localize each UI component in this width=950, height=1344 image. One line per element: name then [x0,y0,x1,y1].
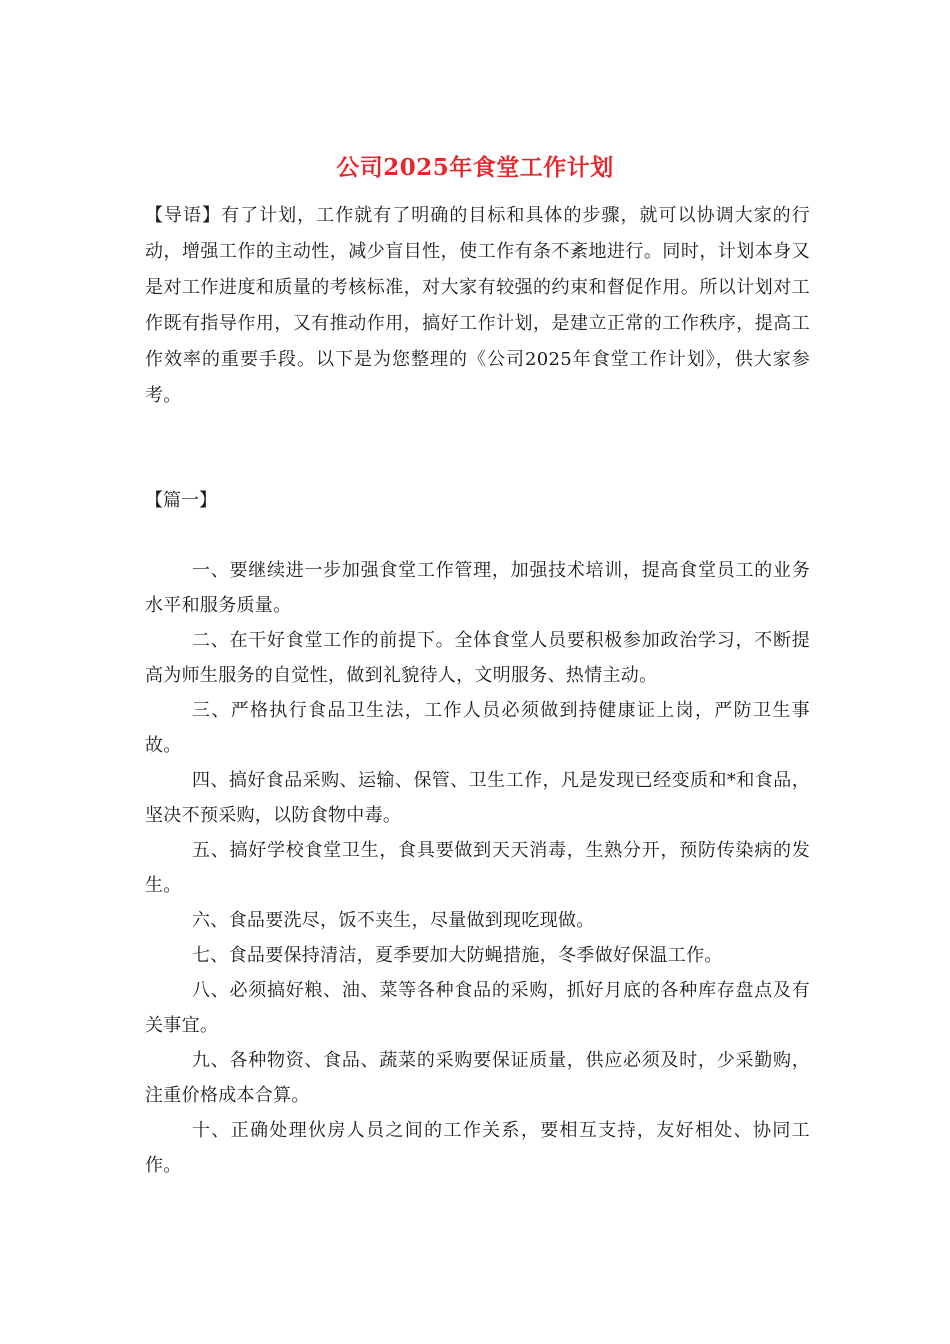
document-title: 公司2025年食堂工作计划 [336,154,614,181]
plan-item: 五、搞好学校食堂卫生，食具要做到天天消毒，生熟分开，预防传染病的发生。 [145,840,810,896]
plan-item: 八、必须搞好粮、油、菜等各种食品的采购，抓好月底的各种库存盘点及有关事宜。 [145,980,810,1036]
plan-item: 四、搞好食品采购、运输、保管、卫生工作，凡是发现已经变质和*和食品，坚决不预采购，以防食物中毒。 [145,770,810,826]
section-label: 【篇一】 [145,490,217,511]
plan-item: 十、正确处理伙房人员之间的工作关系，要相互支持，友好相处、协同工作。 [145,1120,810,1176]
intro-paragraph: 【导语】有了计划，工作就有了明确的目标和具体的步骤，就可以协调大家的行动，增强工作的主动性，减少盲目性，使工作有条不紊地进行。同时，计划本身又是对工作进度和质量的考核标准，对大家有较强的约束和督促作用。所以计划对工作既有指导作用，又有推动作用，搞好工作计划，是建立正常的工作秩序，提高工作效率的重要手段。以下是为您整理的《公司2025年食堂工作计划》，供大家参考。 [145,205,810,406]
plan-item: 九、各种物资、食品、蔬菜的采购要保证质量，供应必须及时，少采勤购，注重价格成本合算。 [145,1050,810,1106]
plan-item: 七、食品要保持清洁，夏季要加大防蝇措施，冬季做好保温工作。 [192,945,723,966]
plan-items-list [145,553,810,1183]
plan-item: 六、食品要洗尽，饭不夹生，尽量做到现吃现做。 [192,910,595,931]
plan-item: 三、严格执行食品卫生法，工作人员必须做到持健康证上岗，严防卫生事故。 [145,700,810,756]
plan-item: 二、在干好食堂工作的前提下。全体食堂人员要积极参加政治学习，不断提高为师生服务的自觉性，做到礼貌待人，文明服务、热情主动。 [145,630,810,686]
plan-item: 一、要继续进一步加强食堂工作管理，加强技术培训，提高食堂员工的业务水平和服务质量。 [145,560,810,616]
